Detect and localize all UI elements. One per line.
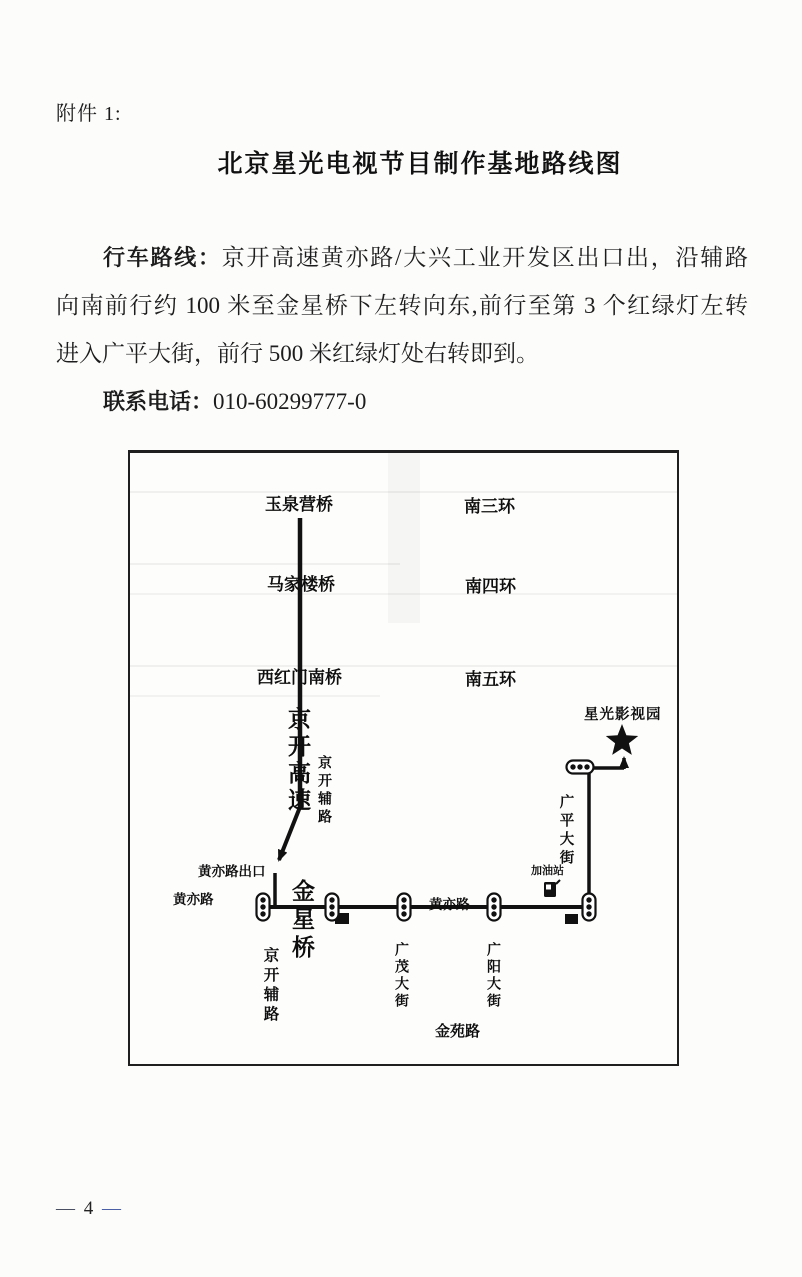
page-number <box>56 1198 123 1220</box>
label-majialou-bridge: 马家楼桥 <box>267 575 335 594</box>
gas-pump-icon <box>544 880 560 897</box>
label-ring4: 南四环 <box>465 577 516 596</box>
label-guangmao-street: 广茂大街 <box>394 942 410 1010</box>
label-gas-station: 加油站 <box>531 865 564 877</box>
label-guangping-avenue: 广平大街 <box>557 794 574 868</box>
label-huangyi-exit: 黄亦路出口 <box>198 864 266 879</box>
label-yuquanying-bridge: 玉泉营桥 <box>265 495 333 514</box>
route-paragraph <box>56 234 748 426</box>
label-jingkai-side-road-upper: 京开辅路 <box>317 755 333 827</box>
page-number-value: 4 <box>83 1198 96 1219</box>
traffic-light-icon <box>567 761 594 774</box>
label-ring5: 南五环 <box>465 670 516 689</box>
building-block-icon <box>565 914 578 924</box>
attachment-label: 附件 1: <box>56 103 122 125</box>
label-jingkai-expressway: 京开高速 <box>285 707 311 815</box>
traffic-light-icon <box>583 894 596 921</box>
page-number-dash: — <box>56 1198 77 1219</box>
destination-star-icon <box>606 724 638 755</box>
label-guangyang-street: 广阳大街 <box>486 942 502 1010</box>
label-jingkai-side-road-lower: 京开辅路 <box>261 947 279 1025</box>
traffic-light-icon <box>488 894 501 921</box>
route-line-1 <box>56 234 748 282</box>
label-jinxing-bridge: 金星桥 <box>289 879 315 963</box>
page-number-dash: — <box>102 1198 123 1219</box>
route-line-3: 进入广平大街，前行 500 米红绿灯处右转即到。 <box>56 341 539 366</box>
contact-label: 联系电话： <box>103 389 214 414</box>
route-line-2: 向南前行约 100 米至金星桥下左转向东,前行至第 3 个红绿灯左转 <box>56 293 748 318</box>
label-huangyi-road-left: 黄亦路 <box>173 892 214 907</box>
label-xihongmen-south-bridge: 西红门南桥 <box>257 668 342 687</box>
label-huangyi-road-mid: 黄亦路 <box>429 897 470 912</box>
traffic-light-icon <box>326 894 339 921</box>
traffic-light-icon <box>398 894 411 921</box>
label-jinyuan-road: 金苑路 <box>435 1023 481 1040</box>
route-line-1-text: 京开高速黄亦路/大兴工业开发区出口出，沿辅路 <box>221 245 748 270</box>
contact-phone: 010-60299777-0 <box>213 389 367 414</box>
page-title: 北京星光电视节目制作基地路线图 <box>217 151 623 178</box>
route-map <box>128 450 679 1066</box>
traffic-light-icon <box>257 894 270 921</box>
label-ring3: 南三环 <box>464 497 515 516</box>
label-destination: 星光影视园 <box>584 707 662 723</box>
route-label: 行车路线： <box>103 245 222 270</box>
contact-line <box>56 378 748 426</box>
